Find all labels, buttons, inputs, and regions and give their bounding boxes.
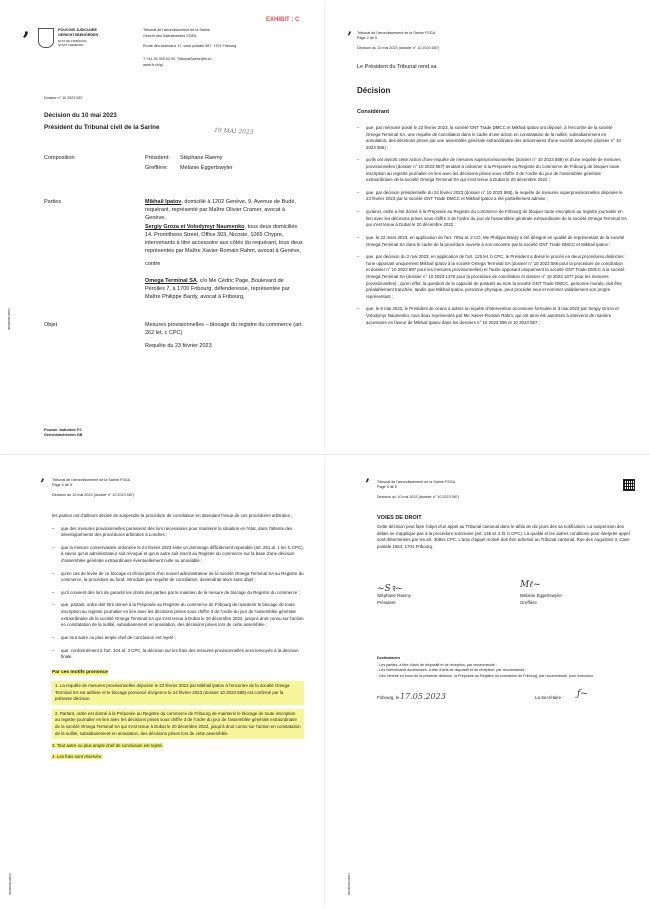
considerant-item: – qu'en cas de levée de ce blocage et d'inscription d'un nouvel administrateur de la société Omega Terminal SA au Registre du commerce, la procédure au fond, introduite par requête de conciliation, deviendrait alors sans objet ; <box>52 571 304 584</box>
court-web: www.fr.ch/pj <box>143 63 163 67</box>
decision-heading: Décision <box>357 86 391 95</box>
side-code: 0000000010004 <box>8 873 12 895</box>
logo-line-1: POUVOIR JUDICIAIRE <box>58 28 97 32</box>
dossier-number: Dossier n° 10 2023 587 <box>44 96 83 100</box>
clerk-role: Greffière: <box>145 165 168 171</box>
destinataires-list <box>377 663 632 679</box>
president-signature-icon: ~Sꝛ~ <box>377 584 403 594</box>
party-requerant-details: , domicilié à 1202 Genève, 9, Avenue de Budé, requérant, représenté par Maître Olivier Cramer, avocat à Genève, <box>145 199 296 221</box>
destinataire-item: - Les parties, à titre d'avis de dispositif et de réception, par recommandé ; <box>377 663 497 667</box>
court-name: Tribunal de l'arrondissement de la Sarine <box>143 28 210 32</box>
clerk-signature-icon: Mℓ~ <box>520 580 541 590</box>
considerant-item: – que, par décision du 2 mai 2023, en application de l'art. 125 let. b CPC, le Président a divisé le procès en deux procédures distinctes : l'une opposant uniquement Mikhail Ipatov à la société Omega Terminal SA (dossier n° 10 2023 586 pour la procédure de conciliation et dossier n° 10 2023 587 pour les mesures provisionnelles) et l'autre opposant uniquement la société GNT Trade DMCC à la société Omega Terminal SA (dossier n° 10 2023 1376 pour la procédure de conciliation et dossier n° 10 2023 1377 pour les mesures provisionnelles) ; qu'en effet, la question de la capacité de postuler au nom la société GNT Trade DMCC, personne morale, doit être préalablement tranchée, tandis que Mikhail Ipatov, personne physique, peut procéder seul et nommer valablement son propre représentant ; <box>357 254 627 300</box>
exhibit-label: EXHIBIT : C <box>266 17 300 23</box>
considerant-item: – que tout autre ou plus ample chef de conclusion est rejeté ; <box>52 635 304 642</box>
court-address: Route des Arsenaux 17, case postale 587, 1701 Fribourg <box>143 44 237 48</box>
considerant-item: – que, le 8 mai 2023, le Président de céans a admis la requête d'intervention accessoire formulée le 3 mai 2023 par Sergiy Groza et Volodymyr Naumenko, tous deux représentés par Me Xavier-Romain Rahm, qui ont ainsi été autorisés à intervenir de manière accessoire en faveur de Mikhail Ipatov dans les dossiers n° 10 2023 586 et 10 2023 587 ; <box>357 306 627 326</box>
dispositif-text: La requête de mesures provisionnelles déposée le 23 février 2023 par Mikhail Ipatov à l'encontre de la société Omega Terminal SA est admise et le blocage prononcé d'urgence le 24 février 2023 (dossier 10 2023 588) est confirmé par la présente décision. <box>55 682 290 702</box>
header-page-number: Page 4 de 5 <box>52 483 72 487</box>
secretary-signature-icon: ƒ~ <box>577 689 588 699</box>
dispositif-item-4: 4. Les frais sont réservés. <box>52 753 103 759</box>
party-requerant <box>145 199 305 223</box>
object-label: Objet <box>44 322 58 328</box>
considerant-item: – que la mesure conservatoire ordonnée le 24 février 2023 évite un dommage difficilement réparable (art. 261 al. 1 let. b CPC), à savoir qu'un administrateur soit révoqué et qu'un autre soit inscrit au Registre du commerce sur la base d'une décision d'assemblée générale extraordinaire éventuellement nulle ou annulable ; <box>52 545 304 565</box>
dispositif-text: Les frais sont réservés. <box>56 753 103 759</box>
president-name: Stéphane Raemy <box>180 155 223 161</box>
page-4 <box>325 455 650 909</box>
considerant-item: – que des mesures provisionnelles paraissent dès lors nécessaires pour maintenir la situation en l'état, dans l'attente des développements des procédures arbitrales à Londres ; <box>52 526 304 539</box>
intro-text: Le Président du Tribunal rend sa <box>357 64 437 70</box>
header-court: Tribunal de l'arrondissement de la Sarine FSGA <box>357 31 436 35</box>
signatory-clerk-role: Greffière <box>520 600 538 605</box>
dispositif-item-3: 3. Tout autre ou plus ample chef de conclusion est rejeté. <box>52 743 163 749</box>
header-ref: Décision du 10 mai 2023 (dossier n° 10 2023 587) <box>377 495 460 499</box>
dispositif-text: Partant, ordre est donné à la Préposée au Registre du commerce de Fribourg de maintenir le blocage de toute inscription au registre journalier en lien avec les décisions prises sous chiffre 3 de l'ordre du jour de l'assemblée générale extraordinaire de la société Omega Terminal SA qui s'est tenue à Dubaï le 20 décembre 2022, jusqu'à droit connu sur l'action en constatation de la nullité, subsidiairement en annulation, des décisions prises lors de cette assemblée. <box>55 710 301 736</box>
received-stamp: 19 MAI 2023 <box>213 126 254 137</box>
considerant-item: – que, le 22 mars 2023, en application de l'art. 706a al. 2 CO, Me Philippe Bardy a été désigné en qualité de représentant de la société Omega Terminal SA dans le cadre de la procédure ouverte à son encontre par la société GNT Trade DMCC et Mikhail Ipatov ; <box>357 235 627 248</box>
header-page-number: Page 5 de 5 <box>377 485 397 489</box>
decision-issuer: Président du Tribunal civil de la Sarine <box>44 124 160 131</box>
logo-line-2: GERICHTSBEHÖRDEN <box>58 33 99 37</box>
voies-text: Cette décision peut faire l'objet d'un appel au Tribunal cantonal dans le délai de dix jours dès sa notification. La suspension des délais ne s'applique pas à la procédure sommaire (art. 145 al. 2 lit. b CPC). La qualité et les autres conditions pour interjeter appel sont déterminées par les art. 308ss CPC. L'acte d'appel motivé doit être adressé au Tribunal cantonal, Rue des Augustins 3, Case postale 1654, 1701 Fribourg. <box>377 524 630 549</box>
party-intervenants-name: Sergiy Groza et Volodymyr Naumenko <box>145 224 245 230</box>
signatory-clerk-name: Mélanie Eggertswyler <box>520 593 562 598</box>
header-court: Tribunal de l'arrondissement de la Sarine FSGA <box>52 478 131 482</box>
considerant-item: – que, conformément à l'art. 104 al. 3 CPC, la décision sur les frais des mesures provisionnelles sera renvoyée à la décision finale. <box>52 648 304 661</box>
contre-label: contre <box>145 261 161 267</box>
considerant-list <box>357 125 627 326</box>
considerant-item: – qu'ils ont assorti cette action d'une requête de mesures superprovisionnelles (dossier n° 10 2023 588) et d'une requête de mesures provisionnelles (dossier n° 10 2023 587) tendant à ordonner à la Préposée au Registre du commerce de Fribourg de bloquer toute inscription au registre journalier en lien avec les décisions prises sous chiffre 3 de l'ordre du jour de l'assemblée générale extraordinaire de la société Omega Terminal SA qui s'est tenue à Dubaï le 20 décembre 2022 ; <box>357 157 627 183</box>
president-role: Président: <box>145 155 170 161</box>
parties-label: Parties <box>44 199 62 205</box>
party-intervenants <box>145 224 305 256</box>
qr-code-icon <box>623 479 635 491</box>
motifs-heading-text: Par ces motifs prononce <box>52 669 108 675</box>
body-text <box>52 513 304 760</box>
court-logo-icon: ’ <box>347 30 352 46</box>
court-logo-icon: ’ <box>22 28 30 54</box>
place-label: Fribourg, le <box>377 695 400 700</box>
court-contact: T +41 26 305 62 00, TribunalSarine@fr.ch <box>143 57 212 61</box>
composition-label: Composition <box>44 155 75 161</box>
dispositif-text: Tout autre ou plus ample chef de conclusion est rejeté. <box>56 743 163 749</box>
court-name-de: Gericht des Saanebezirks SGEA <box>143 34 197 38</box>
handwritten-date: 17.05.2023 <box>400 692 446 701</box>
party-defenderesse <box>145 278 305 302</box>
page-1 <box>0 0 325 454</box>
party-intervenants-details: , tous deux domiciliés 14, Promitheos Street, Office 303, Nicosie, 1065 Chypre, intervenants à titre accessoire aux côtés du requérant, tous deux représentés par Maître Xavier-Romain Rahm, avocat à Genève, <box>145 224 303 254</box>
clerk-name: Mélanie Eggertswyler <box>180 165 233 171</box>
party-defenderesse-name: Omega Terminal SA <box>145 278 197 284</box>
footer-line-1: Pouvoir Judiciaire PJ <box>44 428 82 432</box>
logo-line-3: ETAT DE FRIBOURG <box>58 39 87 43</box>
signatory-president-name: Stéphane Raemy <box>377 593 411 598</box>
footer-line-2: Gerichtsbehörden GB <box>44 433 83 437</box>
dispositif-item-1: 1. La requête de mesures provisionnelles déposée le 23 février 2023 par Mikhail Ipatov à l'encontre de la société Omega Terminal SA est admise et le blocage prononcé d'urgence le 24 février 2023 (dossier 10 2023 588) est confirmé par la présente décision. <box>52 681 304 705</box>
header-court: Tribunal de l'arrondissement de la Sarine FSGA <box>377 480 456 484</box>
secretary-label: La Secrétaire : <box>535 695 564 700</box>
considerant-item: – qu'ainsi, ordre a été donné à la Préposée au Registre du commerce de Fribourg de bloquer toute inscription au registre journalier en lien avec les décisions prises sous chiffre 3 de l'ordre du jour de l'assemblée générale extraordinaire de la société Omega Terminal SA qui s'est tenue à Dubaï le 20 décembre 2022 ; <box>357 209 627 229</box>
page-2 <box>325 0 650 454</box>
voies-heading: VOIES DE DROIT <box>377 515 422 521</box>
considerant-item: – que, partant, ordre doit être donné à la Préposée au Registre du commerce de Fribourg de maintenir le blocage de toute inscription au registre journalier en lien avec les décisions prises sous chiffre 3 de l'ordre du jour de l'assemblée générale extraordinaire de la société Omega Terminal SA qui s'est tenue à Dubaï le 20 décembre 2022, jusqu'à droit connu sur l'action en constatation de la nullité, subsidiairement en annulation, des décisions prises lors de cette assemblée ; <box>52 602 304 628</box>
side-code: 0000000010004 <box>7 308 11 330</box>
header-ref: Décision du 10 mai 2023 (dossier n° 10 2023 587) <box>357 46 440 50</box>
lead-paragraph: les parties ont d'ailleurs décidé de suspendre la procédure de conciliation en attendant l'issue de ces procédures arbitrales ; <box>52 513 293 518</box>
side-code: 0000000010004 <box>347 873 351 895</box>
dispositif-item-2: 2. Partant, ordre est donné à la Préposée au Registre du commerce de Fribourg de maintenir le blocage de toute inscription au registre journalier en lien avec les décisions prises sous chiffre 3 de l'ordre du jour de l'assemblée générale extraordinaire de la société Omega Terminal SA qui s'est tenue à Dubaï le 20 décembre 2022, jusqu'à droit connu sur l'action en constatation de la nullité, subsidiairement en annulation, des décisions prises lors de cette assemblée. <box>52 709 304 739</box>
court-logo-icon: ’ <box>40 477 45 493</box>
considerant-item: – qu'il convient dès lors de garantir les droits des parties par le maintien de la mesure de blocage du Registre du commerce ; <box>52 590 304 597</box>
signatory-president-role: Président <box>377 600 396 605</box>
logo-line-4: STAAT FREIBURG <box>58 43 84 47</box>
scales-icon <box>38 28 54 48</box>
considerant-item: – que, par mémoire posté le 23 février 2023, la société GNT Trade DMCC et Mikhail Ipatov ont déposé, à l'encontre de la société Omega Terminal SA, une requête de conciliation dans le cadre d'une action en constatation de la nullité, subsidiairement en annulation, des décisions prises par une assemblée générale extraordinaire des actionnaires d'une société anonyme (dossier n° 10 2023 586) ; <box>357 125 627 151</box>
party-defenderesse-details: , c/o Me Cédric Page, Boulevard de Pérolles 7, à 1700 Fribourg, défenderesse, représentée par Maître Philippe Bardy, avocat à Fribourg, <box>145 278 290 300</box>
party-requerant-name: Mikhail Ipatov <box>145 199 182 205</box>
page-3 <box>0 455 325 909</box>
destinataire-item: - Les intervenants accessoires, à titre d'avis de dispositif et de réception, par recommandé ; <box>377 668 527 673</box>
motifs-heading <box>52 669 304 676</box>
header-page-number: Page 2 de 5 <box>357 36 377 40</box>
destinataire-item: - Dès l'entrée en force de la présente décision, la Préposée au Registre du commerce de Fribourg, par recommandé, pour exécution. <box>377 673 595 678</box>
request-date: Requête du 23 février 2023 <box>145 343 212 349</box>
header-ref: Décision du 10 mai 2023 (dossier n° 10 2023 587) <box>52 493 135 497</box>
destinataires-heading: Destinataires <box>377 656 401 660</box>
decision-date: Décision du 10 mai 2023 <box>44 112 117 119</box>
court-logo-icon: ’ <box>365 477 370 493</box>
considerant-heading: Considérant <box>357 109 390 115</box>
considerant-item: – que, par décision présidentielle du 24 février 2023 (dossier n° 10 2023 588), la requête de mesures superprovisionnelles déposée le 23 février 2023 par la société GNT Trade DMCC et Mikhail Ipatov a été partiellement admise ; <box>357 190 627 203</box>
object-text: Mesures provisionnelles – blocage du registre du commerce (art. 262 let. c CPC) <box>145 322 304 336</box>
